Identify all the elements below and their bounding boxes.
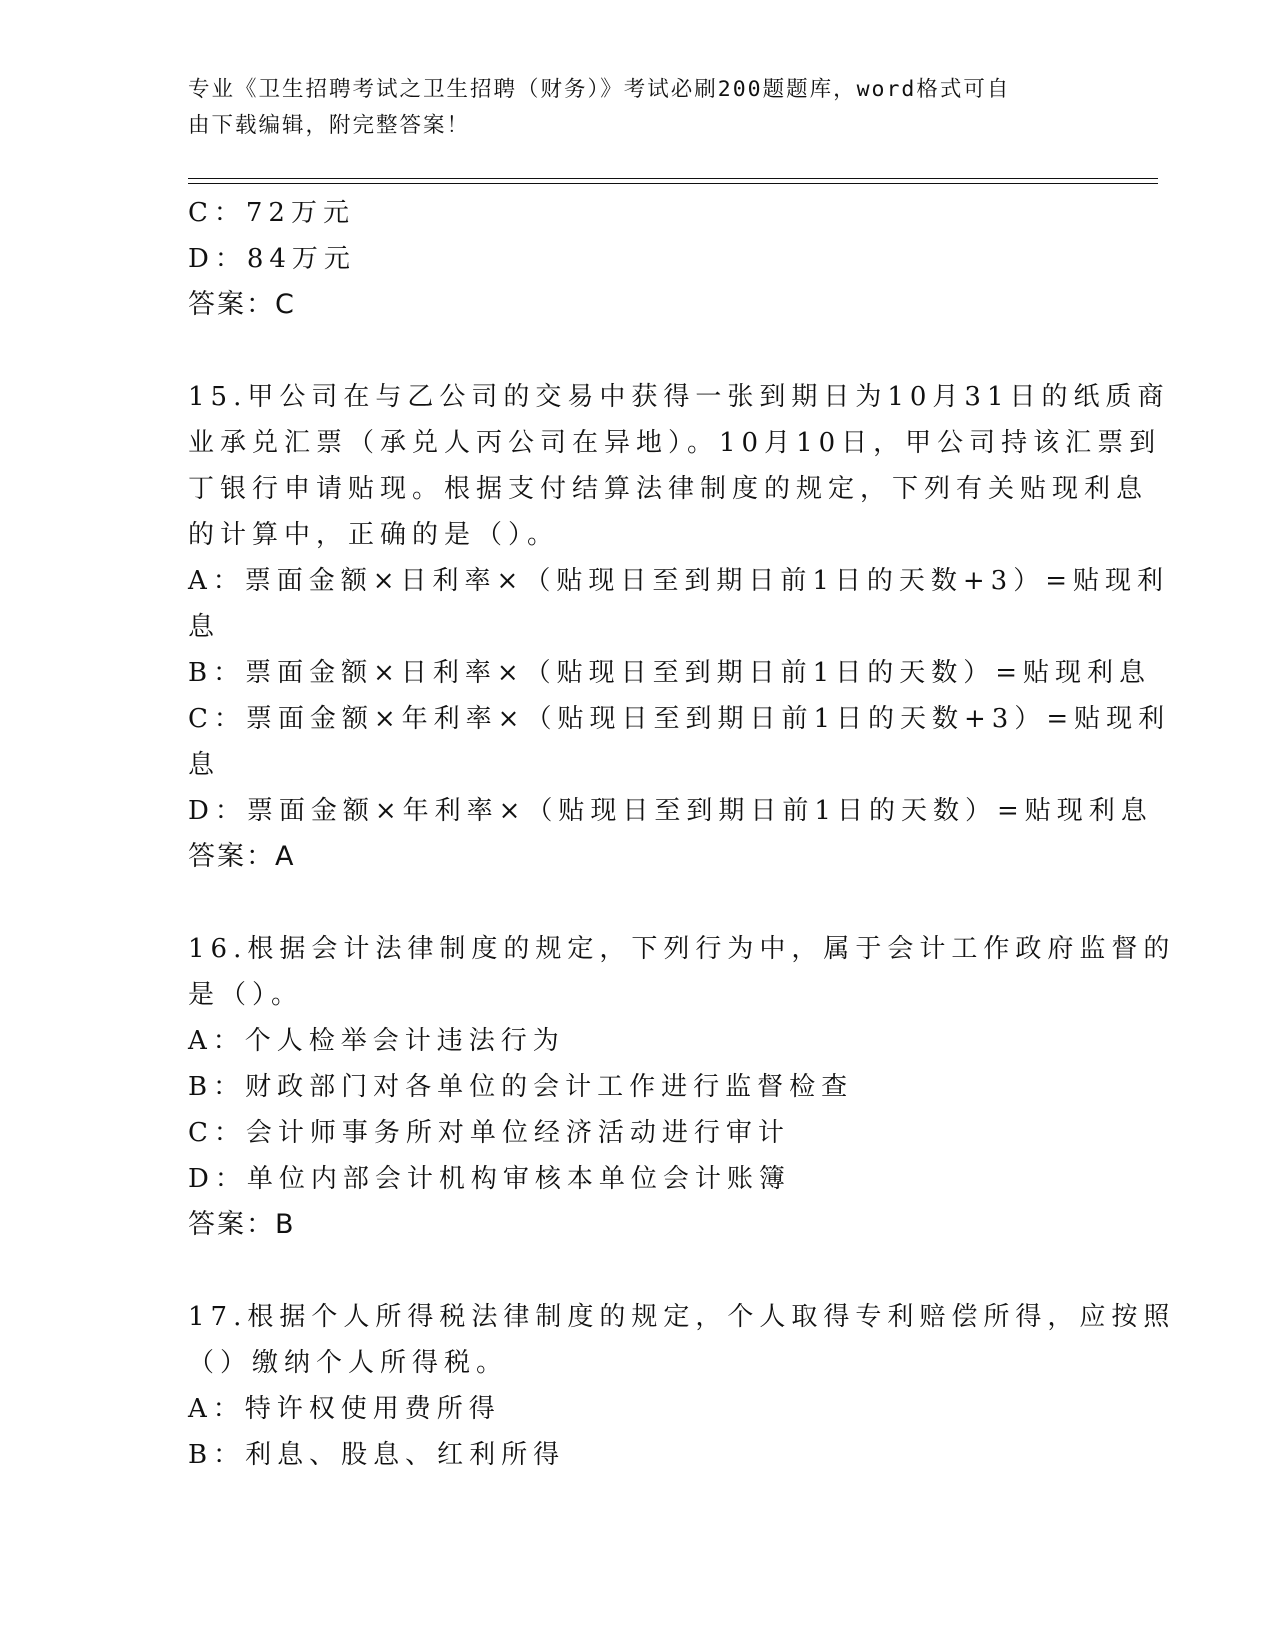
- header-rule-bottom: [188, 183, 1158, 184]
- question-17: [188, 1294, 1176, 1478]
- question-stem-line: 是（）。: [188, 980, 304, 1010]
- answer: 答案：C: [188, 289, 296, 320]
- spacer: [188, 1248, 1088, 1294]
- option-b: B：财政部门对各单位的会计工作进行监督检查: [188, 1072, 854, 1102]
- option-d: D：单位内部会计机构审核本单位会计账簿: [188, 1164, 791, 1194]
- option-c: C：票面金额×年利率×（贴现日至到期日前1日的天数+3）=贴现利: [188, 704, 1171, 734]
- question-15: [188, 374, 1171, 880]
- option-c-continued: 息: [188, 750, 221, 780]
- option-c: C：72万元: [188, 198, 355, 228]
- option-c: C：会计师事务所对单位经济活动进行审计: [188, 1118, 790, 1148]
- question-stem-line: 15.甲公司在与乙公司的交易中获得一张到期日为10月31日的纸质商: [188, 382, 1170, 412]
- header-rule-top: [188, 178, 1158, 179]
- header-line-2: 由下载编辑，附完整答案！: [188, 113, 471, 138]
- option-b: B：利息、股息、红利所得: [188, 1440, 566, 1470]
- document-header: [188, 72, 1068, 144]
- option-b: B：票面金额×日利率×（贴现日至到期日前1日的天数）=贴现利息: [188, 658, 1152, 688]
- spacer: [188, 328, 1088, 374]
- question-stem-line: （）缴纳个人所得税。: [188, 1348, 509, 1378]
- question-stem-line: 17.根据个人所得税法律制度的规定，个人取得专利赔偿所得，应按照: [188, 1302, 1176, 1332]
- option-a: A：特许权使用费所得: [188, 1394, 501, 1424]
- question-stem-line: 丁银行申请贴现。根据支付结算法律制度的规定，下列有关贴现利息: [188, 474, 1149, 504]
- option-d: D：84万元: [188, 244, 356, 274]
- answer: 答案：B: [188, 1209, 296, 1240]
- question-stem-line: 16.根据会计法律制度的规定，下列行为中，属于会计工作政府监督的: [188, 934, 1176, 964]
- option-a: A：个人检举会计违法行为: [188, 1026, 565, 1056]
- header-line-1: 专业《卫生招聘考试之卫生招聘（财务）》考试必刷200题题库，word格式可自: [188, 77, 1011, 102]
- prev-question: [188, 190, 1088, 328]
- question-16: [188, 926, 1176, 1248]
- answer: 答案：A: [188, 841, 296, 872]
- option-d: D：票面金额×年利率×（贴现日至到期日前1日的天数）=贴现利息: [188, 796, 1153, 826]
- option-a: A：票面金额×日利率×（贴现日至到期日前1日的天数+3）=贴现利: [188, 566, 1170, 596]
- document-body: [188, 190, 1176, 1478]
- spacer: [188, 880, 1088, 926]
- question-stem-line: 的计算中，正确的是（）。: [188, 520, 560, 550]
- question-stem-line: 业承兑汇票（承兑人丙公司在异地）。10月10日，甲公司持该汇票到: [188, 428, 1162, 458]
- option-a-continued: 息: [188, 612, 221, 642]
